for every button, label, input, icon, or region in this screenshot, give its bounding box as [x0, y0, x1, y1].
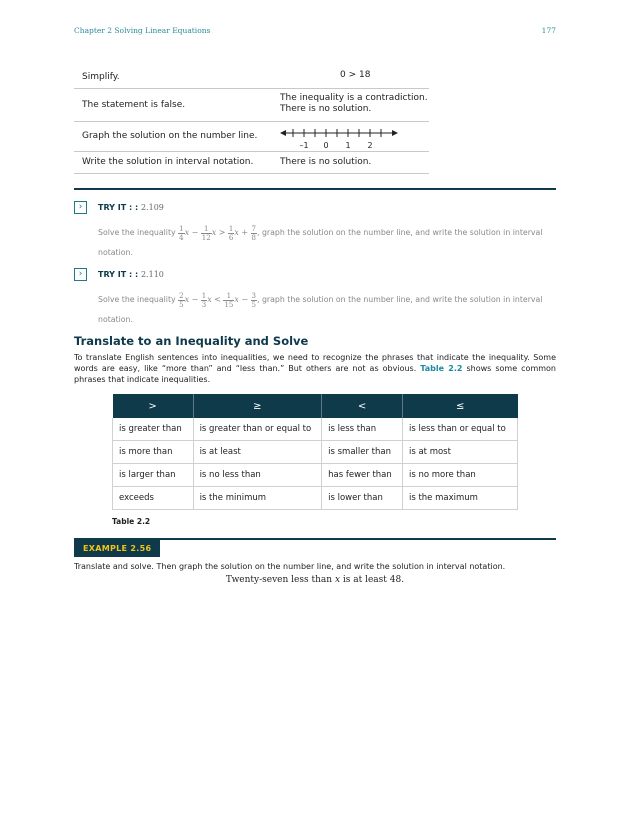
try-it-2-109 — [74, 203, 556, 263]
tick-label: 1 — [345, 141, 351, 150]
denominator: 12 — [201, 233, 211, 242]
solution-row — [74, 89, 429, 122]
numerator: 1 — [201, 291, 207, 300]
try-it-title: TRY IT : : — [98, 270, 139, 279]
column-header: ≤ — [402, 394, 517, 418]
numerator: 1 — [223, 292, 234, 301]
step-result: There is no solution. — [280, 157, 372, 167]
try-it-suffix: , graph the solution on the number line, and write the solution in interval — [257, 228, 543, 237]
try-it-number: 2.109 — [140, 203, 164, 212]
table-row — [113, 441, 518, 464]
solution-table — [74, 64, 429, 174]
numerator: 3 — [251, 291, 257, 300]
try-it-line2: notation. — [98, 248, 133, 257]
table-cell: exceeds — [113, 487, 194, 510]
table-cell: is no more than — [402, 464, 517, 487]
result-line: The inequality is a contradiction. — [280, 93, 428, 103]
solution-row — [74, 122, 429, 152]
denominator: 4 — [179, 233, 184, 242]
table-row — [113, 487, 518, 510]
try-it-suffix: , graph the solution on the number line, and write the solution in interval — [257, 295, 543, 304]
fraction — [223, 292, 234, 309]
solution-row — [74, 64, 429, 89]
chevron-right-icon[interactable]: › — [74, 201, 87, 214]
step-result — [280, 93, 428, 115]
fraction — [201, 225, 212, 242]
operator: − — [191, 228, 199, 237]
table-cell: is smaller than — [322, 441, 403, 464]
try-it-prefix: Solve the inequality — [98, 295, 176, 304]
step-math: 0 > 18 — [340, 70, 371, 80]
numerator: 2 — [179, 291, 184, 300]
paragraph-text: To translate English sentences into inequalities, we need to recognize the phrases that indicate the inequality. Some words are easy, like “more than” and “less than.” But others are not as obvious. — [74, 353, 556, 373]
example-tag: EXAMPLE 2.56 — [74, 540, 160, 557]
example-instruction: Translate and solve. Then graph the solution on the number line, and write the solution in interval notation. — [74, 562, 506, 571]
try-it-prefix: Solve the inequality — [98, 228, 176, 237]
variable: x — [234, 295, 239, 304]
try-it-body — [98, 290, 558, 330]
problem-variable: x — [334, 575, 341, 585]
variable: x — [184, 228, 190, 237]
chevron-right-icon[interactable]: › — [74, 268, 87, 281]
section-divider — [74, 188, 556, 190]
denominator: 5 — [251, 300, 257, 309]
step-text: Graph the solution on the number line. — [82, 131, 258, 141]
solution-row — [74, 152, 429, 174]
variable: x — [184, 295, 190, 304]
variable: x — [207, 295, 212, 304]
operator: − — [241, 295, 249, 304]
try-it-label — [98, 270, 164, 279]
try-it-label — [98, 203, 164, 212]
step-text: Write the solution in interval notation. — [82, 157, 254, 167]
result-line: There is no solution. — [280, 104, 372, 114]
try-it-number: 2.110 — [140, 270, 164, 279]
table-cell: is the maximum — [402, 487, 517, 510]
step-text: The statement is false. — [82, 100, 186, 110]
table-cell: is larger than — [113, 464, 194, 487]
numerator: 1 — [201, 225, 212, 234]
table-cell: is more than — [113, 441, 194, 464]
tick-label: 0 — [323, 141, 329, 150]
section-heading: Translate to an Inequality and Solve — [74, 334, 309, 348]
section-paragraph — [74, 352, 556, 385]
denominator: 8 — [251, 233, 257, 242]
number-line — [280, 126, 400, 150]
table-row — [113, 418, 518, 441]
operator: > — [218, 228, 226, 237]
operator: − — [191, 295, 199, 304]
variable: x — [234, 228, 239, 237]
column-header: > — [113, 394, 194, 418]
table-caption: Table 2.2 — [112, 517, 151, 526]
table-cell: is the minimum — [193, 487, 322, 510]
column-header: ≥ — [193, 394, 322, 418]
denominator: 3 — [201, 300, 207, 309]
table-cell: is no less than — [193, 464, 322, 487]
table-header-row — [113, 394, 518, 418]
table-cell: is less than — [322, 418, 403, 441]
table-cell: is at most — [402, 441, 517, 464]
problem-text: Twenty-seven less than — [225, 575, 333, 585]
example-problem — [0, 575, 630, 585]
operator: < — [214, 295, 221, 304]
numerator: 7 — [251, 224, 257, 233]
table-cell: is less than or equal to — [402, 418, 517, 441]
table-row — [113, 464, 518, 487]
page-number: 177 — [541, 26, 556, 35]
tick-label: 2 — [367, 141, 373, 150]
table-cell: is at least — [193, 441, 322, 464]
denominator: 15 — [224, 300, 234, 309]
right-arrow-icon — [392, 130, 398, 136]
numerator: 1 — [228, 224, 234, 233]
denominator: 5 — [179, 300, 184, 309]
table-cell: is lower than — [322, 487, 403, 510]
numerator: 1 — [179, 224, 184, 233]
table-link[interactable]: Table 2.2 — [420, 364, 463, 373]
phrase-table — [112, 394, 518, 510]
column-header: < — [322, 394, 403, 418]
variable: x — [211, 228, 217, 237]
running-header — [74, 26, 556, 35]
try-it-line2: notation. — [98, 315, 133, 324]
tick-label: –1 — [299, 141, 309, 150]
table-cell: is greater than or equal to — [193, 418, 322, 441]
operator: + — [241, 228, 249, 237]
try-it-2-110 — [74, 270, 556, 330]
chapter-title: Chapter 2 Solving Linear Equations — [74, 26, 211, 35]
step-text: Simplify. — [82, 72, 120, 82]
denominator: 6 — [228, 233, 234, 242]
paragraph-text: shows some common phrases that indicate inequalities. — [74, 364, 556, 384]
table-cell: is greater than — [113, 418, 194, 441]
problem-text: is at least 48. — [342, 575, 405, 585]
left-arrow-icon — [280, 130, 286, 136]
try-it-body — [98, 223, 558, 263]
table-cell: has fewer than — [322, 464, 403, 487]
try-it-title: TRY IT : : — [98, 203, 139, 212]
